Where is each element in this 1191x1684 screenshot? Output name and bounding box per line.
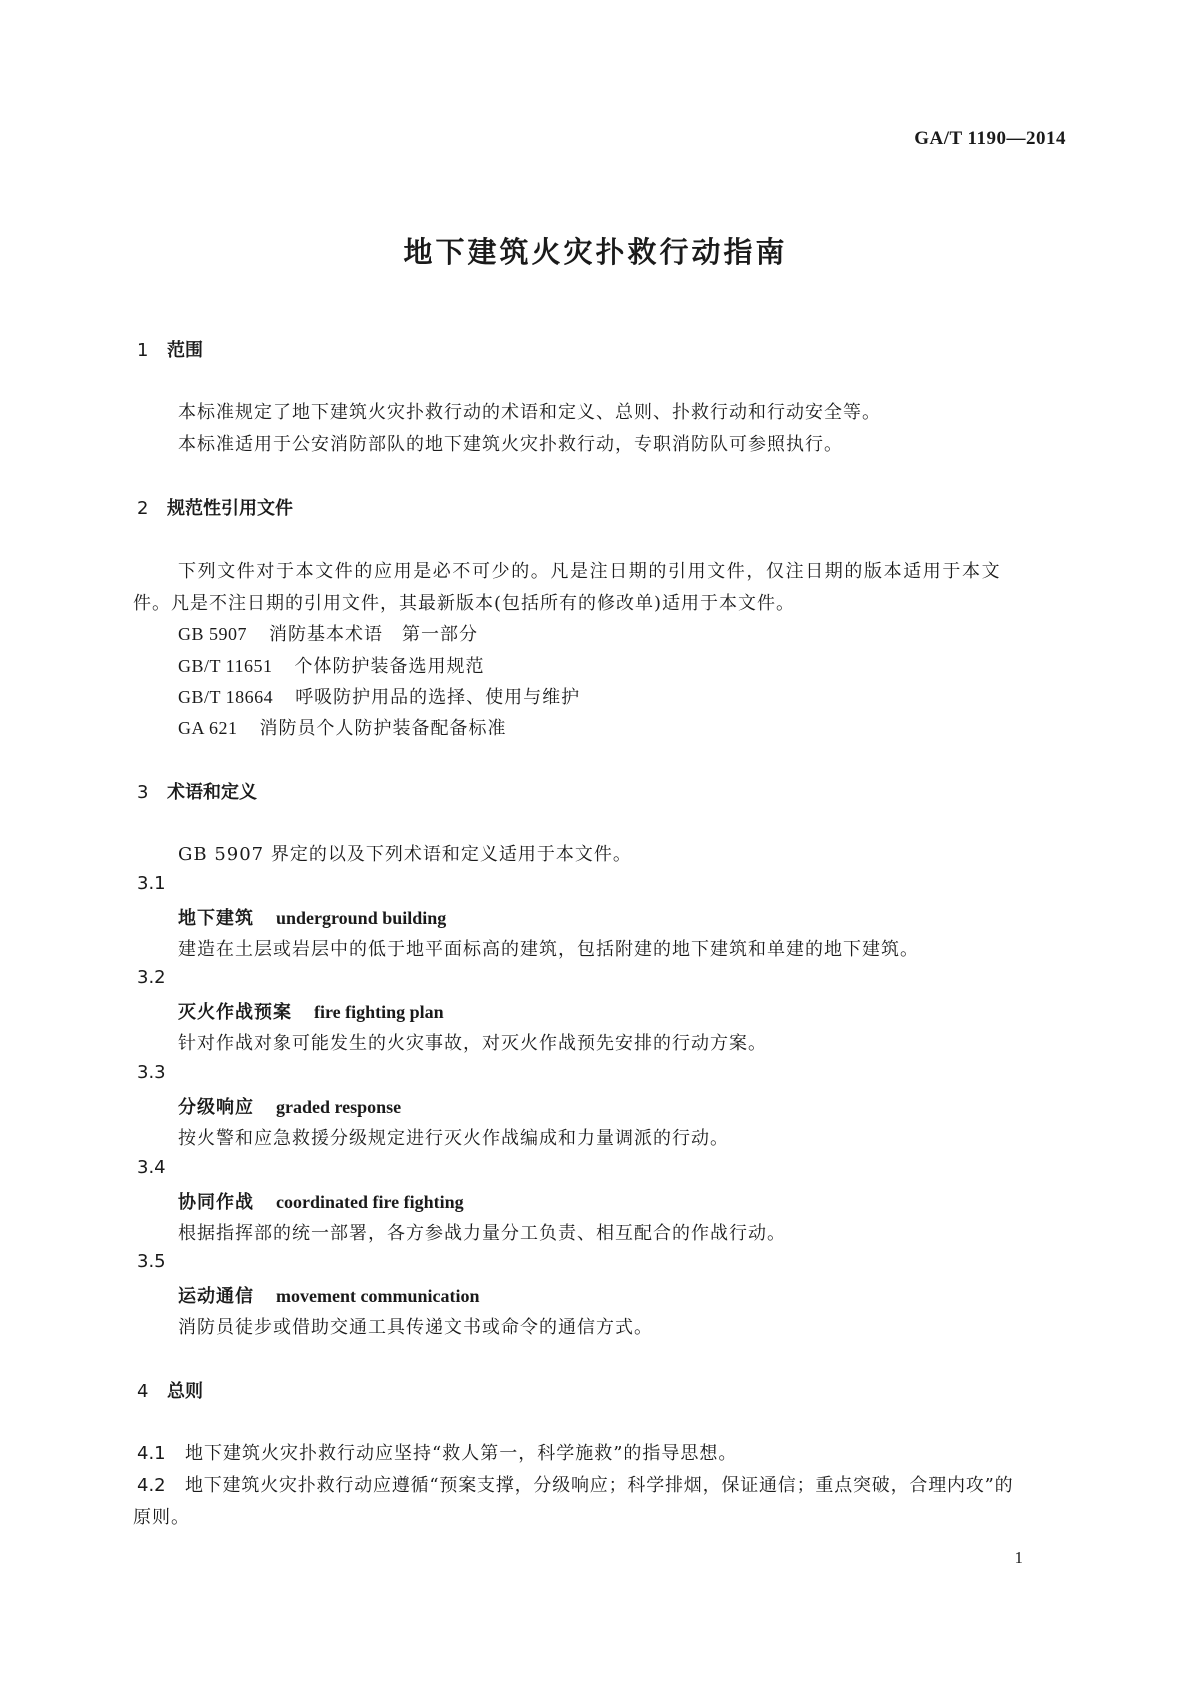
term-en: coordinated fire fighting (276, 1192, 464, 1212)
section-2-heading (137, 494, 293, 520)
term-heading (178, 998, 444, 1024)
paragraph: 本标准适用于公安消防部队的地下建筑火灾扑救行动，专职消防队可参照执行。 (178, 434, 843, 455)
reference-item (178, 652, 485, 678)
clause-text: 地下建筑火灾扑救行动应遵循“预案支撑，分级响应；科学排烟，保证通信；重点突破，合理内攻”的 (185, 1475, 1014, 1496)
section-title: 术语和定义 (167, 782, 257, 803)
section-title: 总则 (167, 1381, 203, 1402)
term-en: graded response (276, 1097, 402, 1117)
reference-code: GB 5907 (178, 624, 248, 644)
clause-text: 地下建筑火灾扑救行动应坚持“救人第一，科学施救”的指导思想。 (185, 1443, 738, 1464)
reference-item (178, 683, 580, 709)
section-title: 规范性引用文件 (167, 498, 293, 519)
clause-item (137, 1471, 1013, 1497)
paragraph: 下列文件对于本文件的应用是必不可少的。凡是注日期的引用文件，仅注日期的版本适用于本文 (178, 561, 1002, 582)
term-heading (178, 1282, 479, 1308)
paragraph: GB 5907 界定的以及下列术语和定义适用于本文件。 (178, 844, 632, 865)
term-en: movement communication (276, 1286, 480, 1306)
term-number: 3.4 (137, 1157, 166, 1178)
term-heading (178, 1093, 401, 1119)
reference-item (178, 714, 507, 740)
term-heading (178, 904, 446, 930)
section-title: 范围 (167, 340, 203, 361)
term-definition: 根据指挥部的统一部署，各方参战力量分工负责、相互配合的作战行动。 (178, 1223, 786, 1244)
term-heading (178, 1188, 464, 1214)
page-number: 1 (1014, 1548, 1023, 1567)
reference-item (178, 620, 478, 646)
paragraph: 件。凡是不注日期的引用文件，其最新版本(包括所有的修改单)适用于本文件。 (133, 593, 796, 614)
paragraph: 本标准规定了地下建筑火灾扑救行动的术语和定义、总则、扑救行动和行动安全等。 (178, 402, 881, 423)
term-number: 3.2 (137, 967, 166, 988)
term-zh: 分级响应 (178, 1097, 254, 1118)
clause-item (137, 1439, 737, 1465)
document-title: 地下建筑火灾扑救行动指南 (403, 235, 788, 269)
clause-number: 4.1 (137, 1443, 166, 1464)
term-zh: 运动通信 (178, 1286, 254, 1307)
section-number: 3 (137, 782, 149, 803)
term-zh: 地下建筑 (178, 908, 254, 929)
reference-title: 个体防护装备选用规范 (294, 656, 485, 677)
section-1-heading (137, 336, 203, 362)
section-number: 1 (137, 340, 149, 361)
term-zh: 灭火作战预案 (178, 1002, 292, 1023)
reference-title: 呼吸防护用品的选择、使用与维护 (295, 687, 581, 708)
clause-number: 4.2 (137, 1475, 166, 1496)
term-definition: 针对作战对象可能发生的火灾事故，对灭火作战预先安排的行动方案。 (178, 1033, 767, 1054)
reference-code: GB/T 18664 (178, 687, 274, 707)
section-4-heading (137, 1377, 203, 1403)
section-number: 4 (137, 1381, 149, 1402)
term-definition: 按火警和应急救援分级规定进行灭火作战编成和力量调派的行动。 (178, 1128, 729, 1149)
term-en: fire fighting plan (314, 1002, 444, 1022)
term-number: 3.5 (137, 1251, 166, 1272)
reference-title: 消防基本术语 第一部分 (269, 624, 479, 645)
section-3-heading (137, 778, 257, 804)
term-definition: 消防员徒步或借助交通工具传递文书或命令的通信方式。 (178, 1317, 653, 1338)
term-zh: 协同作战 (178, 1192, 254, 1213)
term-number: 3.1 (137, 873, 166, 894)
term-en: underground building (276, 908, 447, 928)
reference-title: 消防员个人防护装备配备标准 (259, 718, 507, 739)
reference-code: GB/T 11651 (178, 656, 273, 676)
reference-code: GA 621 (178, 718, 238, 738)
clause-continuation: 原则。 (133, 1507, 190, 1528)
term-definition: 建造在土层或岩层中的低于地平面标高的建筑，包括附建的地下建筑和单建的地下建筑。 (178, 939, 919, 960)
term-number: 3.3 (137, 1062, 166, 1083)
standard-code: GA/T 1190—2014 (914, 128, 1066, 149)
section-number: 2 (137, 498, 149, 519)
